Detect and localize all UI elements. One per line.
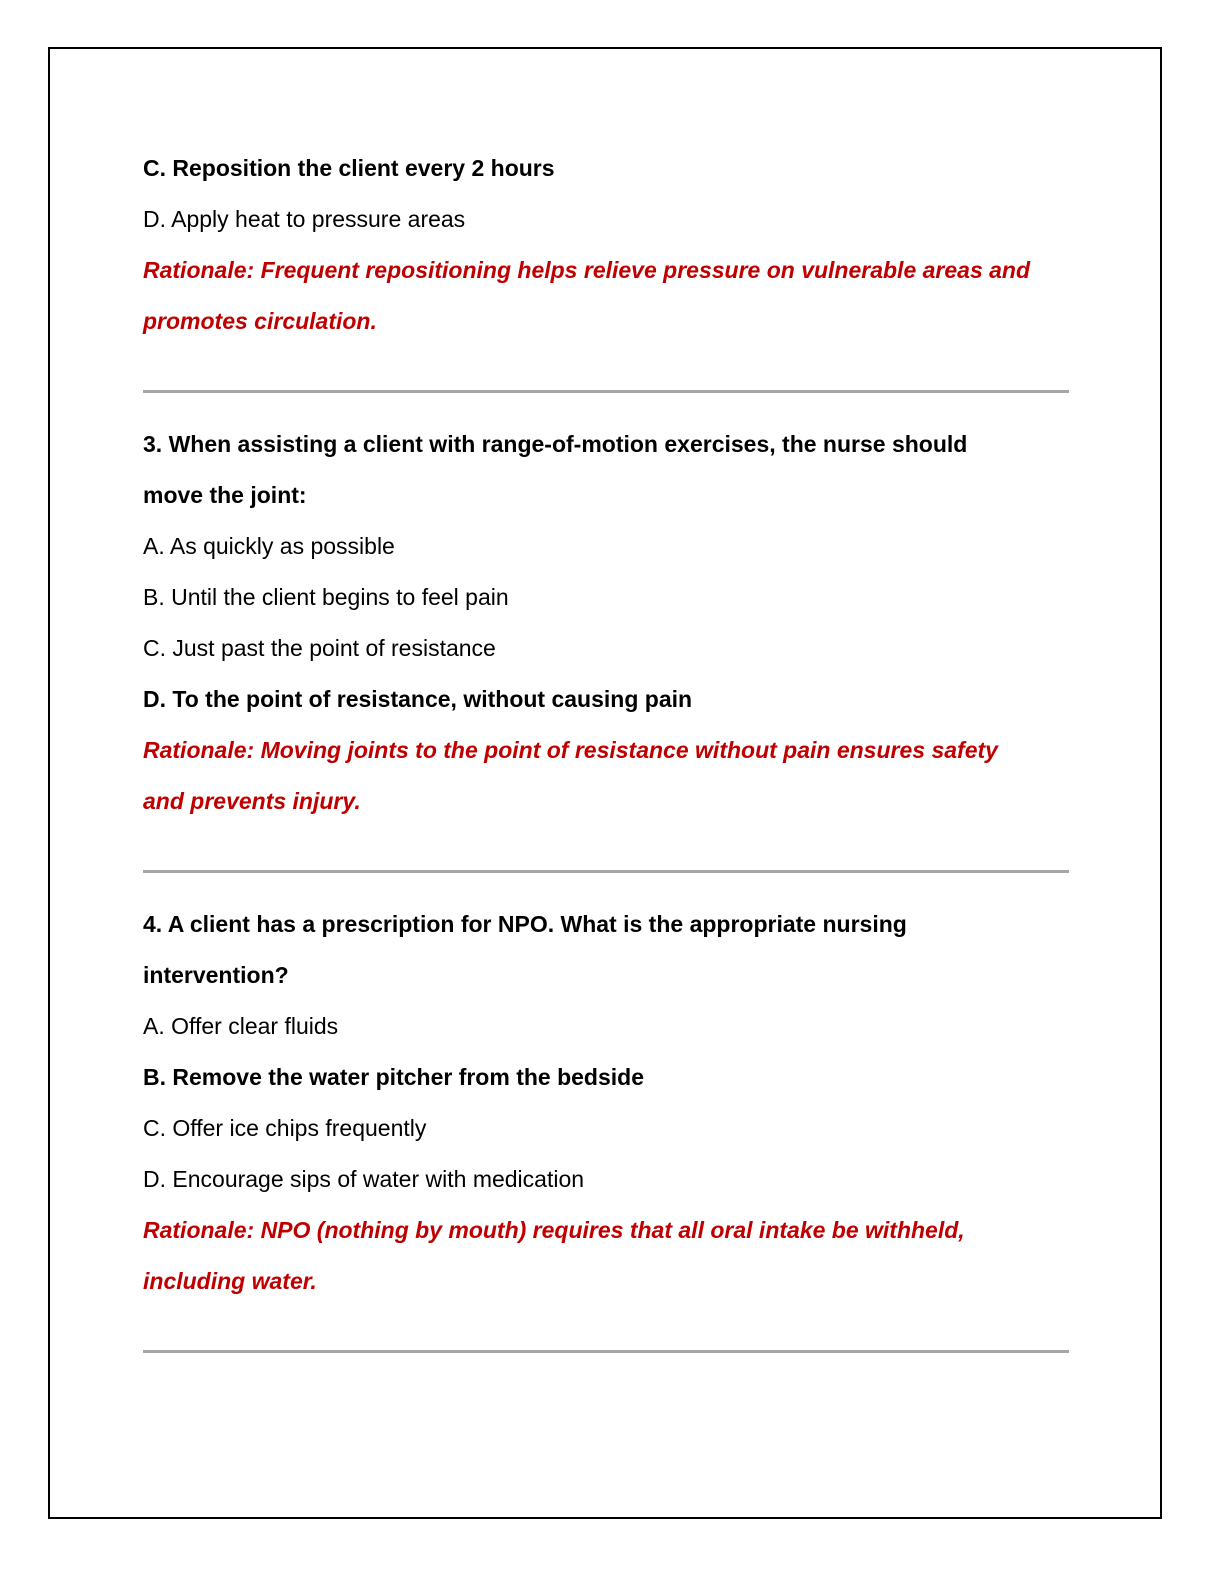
q4-option-a: A. Offer clear fluids [143,1013,339,1039]
q4-rationale-line-1: Rationale: NPO (nothing by mouth) requires that all oral intake be withheld, [143,1217,965,1243]
q4-question-line-1: 4. A client has a prescription for NPO. What is the appropriate nursing [143,911,907,937]
section-divider-3 [143,1350,1069,1353]
q2-option-d: D. Apply heat to pressure areas [143,206,466,232]
q3-rationale-line-2: and prevents injury. [143,788,361,814]
q3-option-c: C. Just past the point of resistance [143,635,496,661]
q2-rationale-line-1: Rationale: Frequent repositioning helps relieve pressure on vulnerable areas and [143,257,1031,283]
q2-option-c-correct: C. Reposition the client every 2 hours [143,155,555,181]
question-2-section [143,143,1073,347]
q4-option-b-correct: B. Remove the water pitcher from the bedside [143,1064,645,1090]
document-content [143,143,1073,1353]
q3-question-line-2: move the joint: [143,482,307,508]
q3-option-b: B. Until the client begins to feel pain [143,584,509,610]
q3-question-line-1: 3. When assisting a client with range-of-motion exercises, the nurse should [143,431,968,457]
question-4-section [143,899,1073,1307]
q3-option-d-correct: D. To the point of resistance, without causing pain [143,686,693,712]
q4-question-line-2: intervention? [143,962,289,988]
q3-rationale-line-1: Rationale: Moving joints to the point of resistance without pain ensures safety [143,737,998,763]
q4-option-c: C. Offer ice chips frequently [143,1115,427,1141]
q4-option-d: D. Encourage sips of water with medication [143,1166,585,1192]
question-3-section [143,419,1073,827]
q3-option-a: A. As quickly as possible [143,533,395,559]
q4-rationale-line-2: including water. [143,1268,317,1294]
q2-rationale-line-2: promotes circulation. [143,308,377,334]
